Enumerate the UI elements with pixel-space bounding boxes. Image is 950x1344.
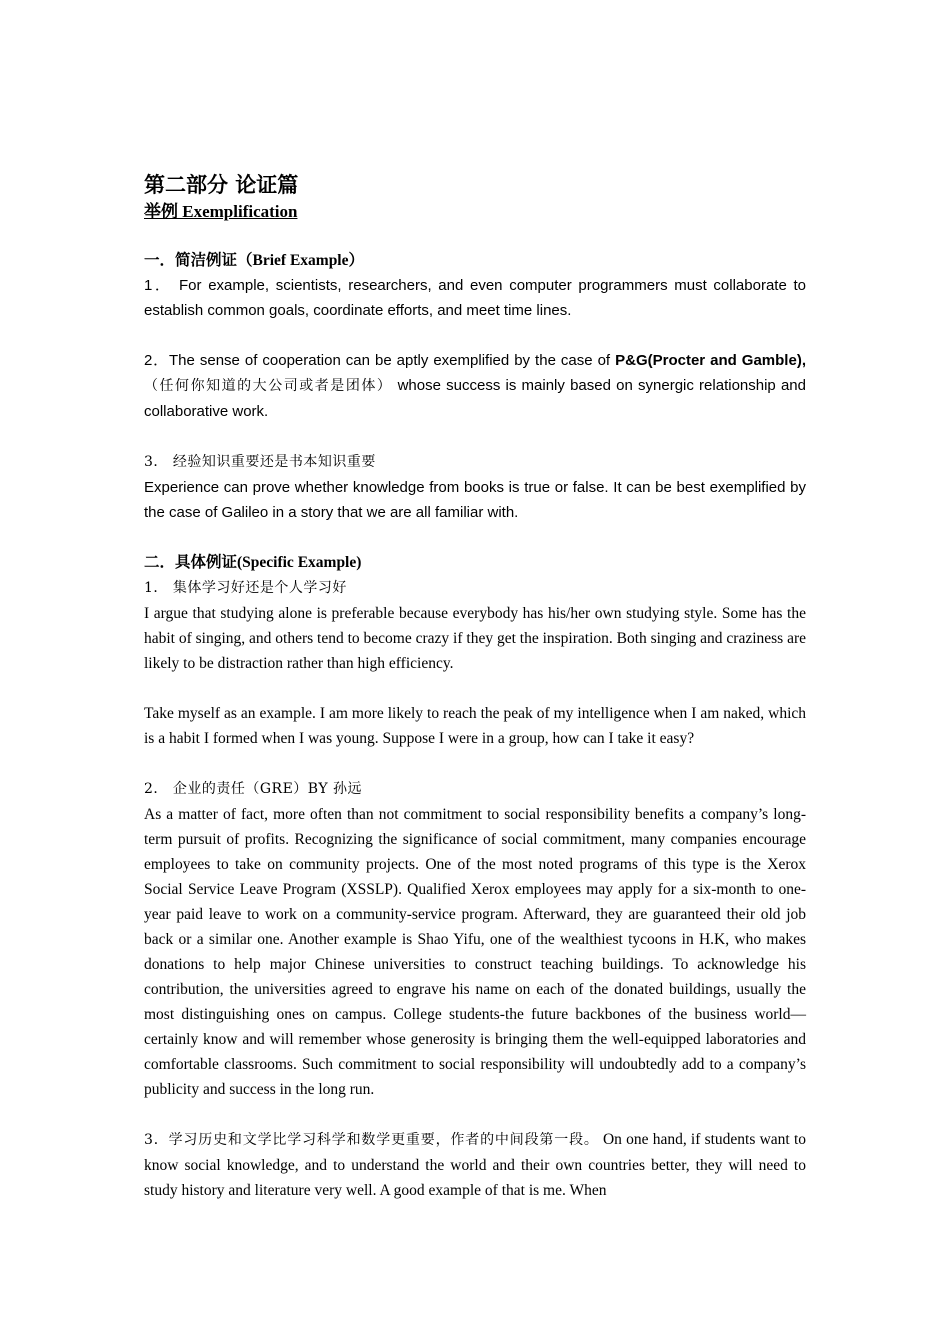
spacer <box>144 1102 806 1127</box>
brief-item-1: 1． For example, scientists, researchers, and even computer programmers must collaborate to establish common goals, coordinate efforts, and meet time lines. <box>144 277 806 319</box>
page-title: 第二部分 论证篇 <box>144 173 299 197</box>
brief-item-3-title-text: 3． 经验知识重要还是书本知识重要 <box>144 454 376 470</box>
spacer <box>144 676 806 701</box>
spacer <box>144 323 806 348</box>
specific-item-1-title <box>144 575 806 601</box>
brief-item-2-end: whose success is mainly based on synergic relationship and collaborative work. <box>144 377 806 420</box>
spacer <box>144 424 806 449</box>
specific-item-2-title <box>144 776 806 802</box>
section-specific-header: 二．具体例证(Specific Example) <box>144 554 362 571</box>
specific-item-1-title-text: 1． 集体学习好还是个人学习好 <box>144 580 347 596</box>
specific-item-3-body: On one hand, if students want to know social knowledge, and to understand the world and their own countries better, they will need to study history and literature very well. A good example of that is me. When <box>144 1131 806 1199</box>
document-page <box>144 170 806 1203</box>
section-brief-header: 一．简洁例证（Brief Example） <box>144 252 364 269</box>
spacer <box>144 751 806 776</box>
brief-item-2 <box>144 348 806 424</box>
specific-item-3 <box>144 1127 806 1203</box>
specific-item-3-title: 3．学习历史和文学比学习科学和数学更重要，作者的中间段第一段。 <box>144 1132 599 1148</box>
brief-item-2-start: 2．The sense of cooperation can be aptly exemplified by the case of <box>144 352 616 369</box>
specific-item-1-paragraph-2: Take myself as an example. I am more likely to reach the peak of my intelligence when I am naked, which is a habit I formed when I was young. Suppose I were in a group, how can I take it easy? <box>144 705 806 747</box>
spacer <box>144 525 806 550</box>
specific-item-2-title-text: 2． 企业的责任（GRE）BY 孙远 <box>144 781 363 797</box>
brief-item-2-company: P&G(Procter and Gamble), <box>615 352 806 369</box>
brief-item-3-title <box>144 449 806 475</box>
specific-item-2-body: As a matter of fact, more often than not commitment to social responsibility benefits a company’s long-term pursuit of profits. Recognizing the significance of social commitment, many companies encourage employees to take on community projects. One of the most noted programs of this type is the Xerox Social Service Leave Program (XSSLP). Qualified Xerox employees may apply for a six-month to one-year paid leave to work on a community-service program. Afterward, they are guaranteed their old job back or a similar one. Another example is Shao Yifu, one of the wealthiest tycoons in H.K, who makes donations to help major Chinese universities to construct teaching buildings. To acknowledge his contribution, the universities agreed to engrave his name on each of the donated buildings, usually the most distinguishing ones on campus. College students-the future backbones of the business world—certainly know and will remember whose generosity is bringing them the well-equipped laboratories and comfortable classrooms. Such commitment to social responsibility will undoubtedly add to a company’s publicity and success in the long run. <box>144 806 806 1098</box>
page-subtitle: 举例 Exemplification <box>144 202 298 221</box>
brief-item-2-note: （任何你知道的大公司或者是团体） <box>144 378 393 394</box>
brief-item-3-body: Experience can prove whether knowledge from books is true or false. It can be best exemplified by the case of Galileo in a story that we are all familiar with. <box>144 479 806 521</box>
specific-item-1-paragraph-1: I argue that studying alone is preferable because everybody has his/her own studying style. Some has the habit of singing, and others tend to become crazy if they get the inspiration. Both singing and craziness are likely to be distraction rather than high efficiency. <box>144 605 807 672</box>
